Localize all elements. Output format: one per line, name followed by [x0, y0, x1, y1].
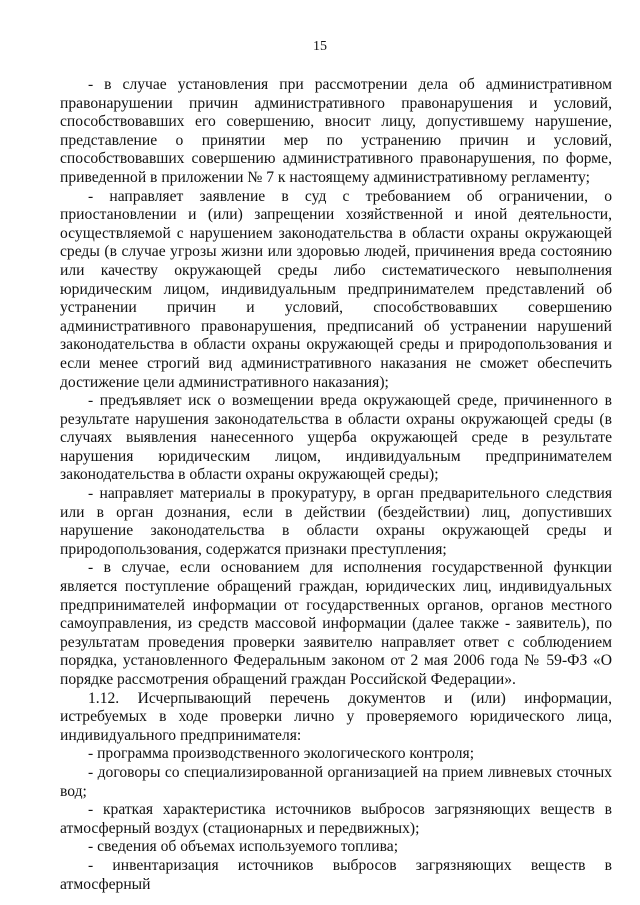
document-body [60, 76, 612, 894]
page-number: 15 [313, 39, 327, 54]
paragraph-court-application: - направляет заявление в суд с требованием об ограничении, о приостановлении и (или) запрещении хозяйственной и иной деятельности, осуществляемой с нарушением законодательства в области охраны окружающей среды (в случае угрозы жизни или здоровью людей, причинения вреда состоянию или качеству окружающей среды либо систематического невыполнения юридическим лицом, индивидуальным предпринимателем представлений об устранении причин и условий, способствовавших совершению административного правонарушения, предписаний об устранении нарушений законодательства в области охраны окружающей среды и природопользования и если менее строгий вид административного наказания не сможет обеспечить достижение цели административного наказания); [60, 187, 612, 391]
paragraph-section-1-12: 1.12. Исчерпывающий перечень документов и (или) информации, истребуемых в ходе проверки лично у проверяемого юридического лица, индивидуального предпринимателя: [60, 689, 612, 744]
paragraph-damage-claim: - предъявляет иск о возмещении вреда окружающей среде, причиненного в результате нарушения законодательства в области охраны окружающей среды (в случаях выявления нанесенного ущерба окружающей среде в результате нарушения юридическим лицом, индивидуальным предпринимателем законодательства в области охраны окружающей среды); [60, 392, 612, 484]
list-item-emission-sources: - краткая характеристика источников выбросов загрязняющих веществ в атмосферный воздух (стационарных и передвижных); [60, 801, 612, 837]
list-item-fuel-volumes: - сведения об объемах используемого топлива; [88, 838, 399, 856]
list-item-emission-inventory: - инвентаризация источников выбросов загрязняющих веществ в атмосферный [60, 856, 612, 893]
list-item-wastewater-contracts: - договоры со специализированной организацией на прием ливневых сточных вод; [60, 763, 612, 800]
paragraph-applicant-response: - в случае, если основанием для исполнения государственной функции является поступление обращений граждан, юридических лиц, индивидуальных предпринимателей информации от государственных органов, органов местного самоуправления, из средств массовой информации (далее также - заявитель), по результатам проведения проверки заявителю направляет ответ с соблюдением порядка, установленного Федеральным законом от 2 мая 2006 года № 59-ФЗ «О порядке рассмотрения обращений граждан Российской Федерации». [60, 559, 612, 688]
paragraph-corrective-representation: - в случае установления при рассмотрении дела об административном правонарушении причин административного правонарушения и условий, способствовавших его совершению, вносит лицу, допустившему нарушение, представление о принятии мер по устранению причин и условий, способствовавших совершению административного правонарушения, по форме, приведенной в приложении № 7 к настоящему административному регламенту; [60, 76, 612, 186]
list-item-control-program: - программа производственного экологического контроля; [88, 745, 475, 763]
paragraph-prosecution-referral: - направляет материалы в прокуратуру, в орган предварительного следствия или в орган дознания, если в действии (бездействии) лиц, допустивших нарушение законодательства в области охраны окружающей среды и природопользования, содержатся признаки преступления; [60, 485, 612, 558]
